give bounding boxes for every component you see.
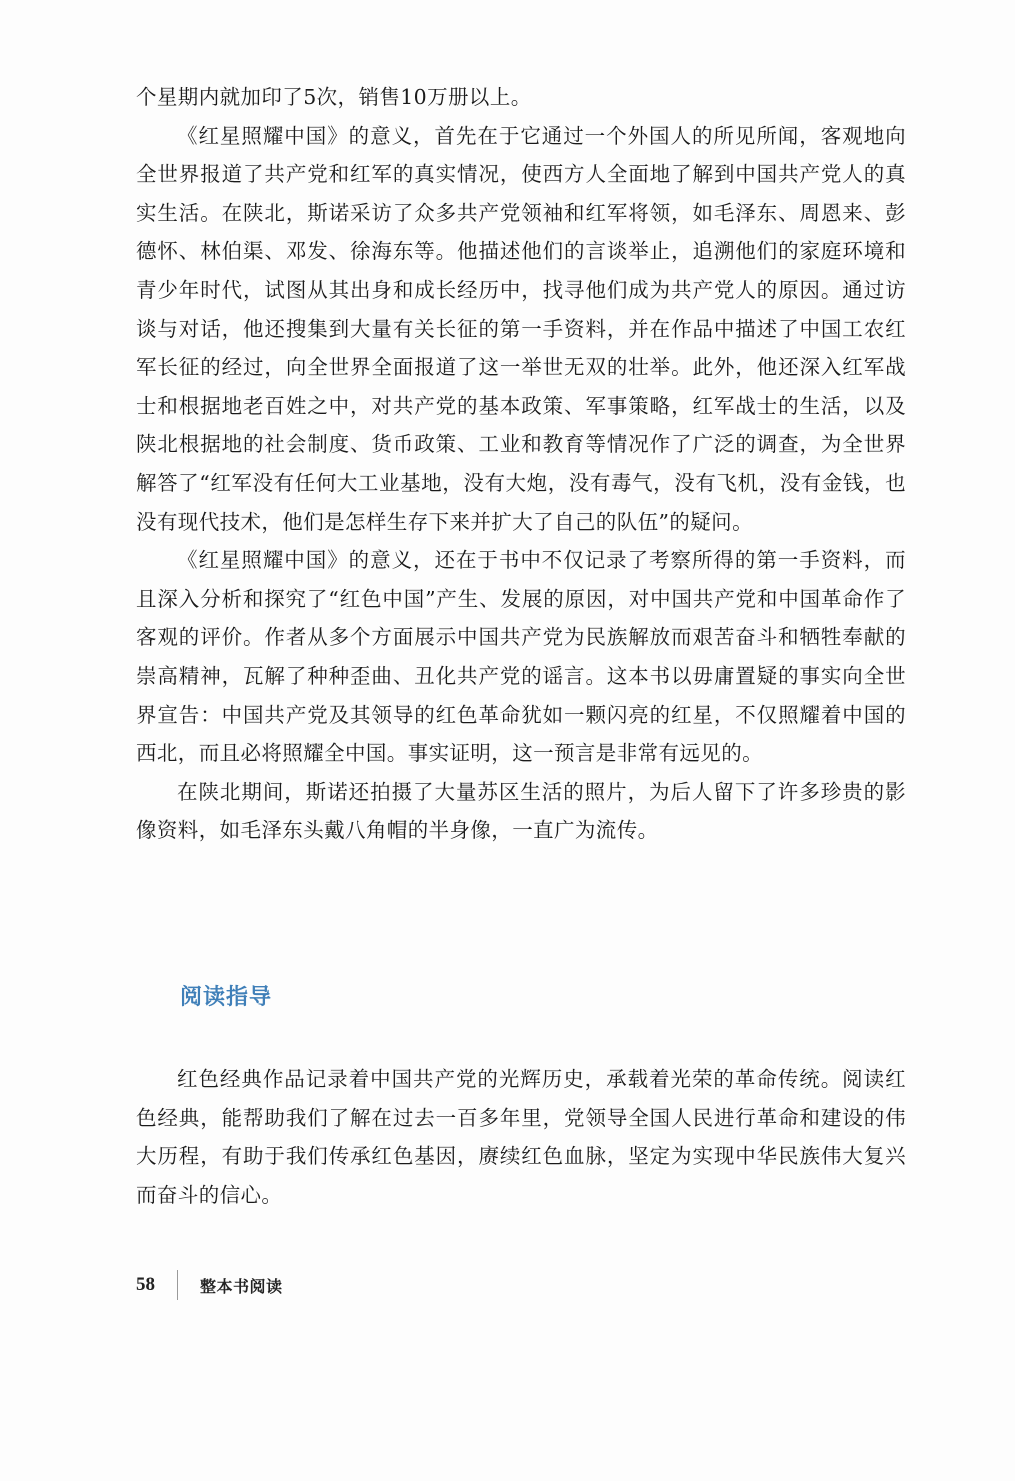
main-text — [136, 78, 906, 850]
paragraph-continued: 个星期内就加印了5次，销售10万册以上。 — [136, 85, 532, 109]
footer-divider — [177, 1270, 178, 1300]
page-number: 58 — [136, 1274, 155, 1295]
running-book-title: 整本书阅读 — [200, 1276, 283, 1296]
paragraph-photographs: 在陕北期间，斯诺还拍摄了大量苏区生活的照片，为后人留下了许多珍贵的影像资料，如毛泽东头戴八角帽的半身像，一直广为流传。 — [136, 779, 906, 843]
section-heading: 阅读指导 — [180, 985, 273, 1010]
page-footer — [136, 1270, 283, 1300]
reading-guide — [136, 1060, 906, 1214]
paragraph-significance-second: 《红星照耀中国》的意义，还在于书中不仅记录了考察所得的第一手资料，而且深入分析和探究了“红色中国”产生、发展的原因，对中国共产党和中国革命作了客观的评价。作者从多个方面展示中国共产党为民族解放而艰苦奋斗和牺牲奉献的崇高精神，瓦解了种种歪曲、丑化共产党的谣言。这本书以毋庸置疑的事实向全世界宣告：中国共产党及其领导的红色革命犹如一颗闪亮的红星，不仅照耀着中国的西北，而且必将照耀全中国。事实证明，这一预言是非常有远见的。 — [136, 548, 906, 766]
paragraph-significance-first: 《红星照耀中国》的意义，首先在于它通过一个外国人的所见所闻，客观地向全世界报道了共产党和红军的真实情况，使西方人全面地了解到中国共产党人的真实生活。在陕北，斯诺采访了众多共产党领袖和红军将领，如毛泽东、周恩来、彭德怀、林伯渠、邓发、徐海东等。他描述他们的言谈举止，追溯他们的家庭环境和青少年时代，试图从其出身和成长经历中，找寻他们成为共产党人的原因。通过访谈与对话，他还搜集到大量有关长征的第一手资料，并在作品中描述了中国工农红军长征的经过，向全世界全面报道了这一举世无双的壮举。此外，他还深入红军战士和根据地老百姓之中，对共产党的基本政策、军事策略，红军战士的生活，以及陕北根据地的社会制度、货币政策、工业和教育等情况作了广泛的调查，为全世界解答了“红军没有任何大工业基地，没有大炮，没有毒气，没有飞机，没有金钱，也没有现代技术，他们是怎样生存下来并扩大了自己的队伍”的疑问。 — [136, 123, 906, 534]
reading-guide-paragraph: 红色经典作品记录着中国共产党的光辉历史，承载着光荣的革命传统。阅读红色经典，能帮助我们了解在过去一百多年里，党领导全国人民进行革命和建设的伟大历程，有助于我们传承红色基因，赓续红色血脉，坚定为实现中华民族伟大复兴而奋斗的信心。 — [136, 1067, 906, 1207]
